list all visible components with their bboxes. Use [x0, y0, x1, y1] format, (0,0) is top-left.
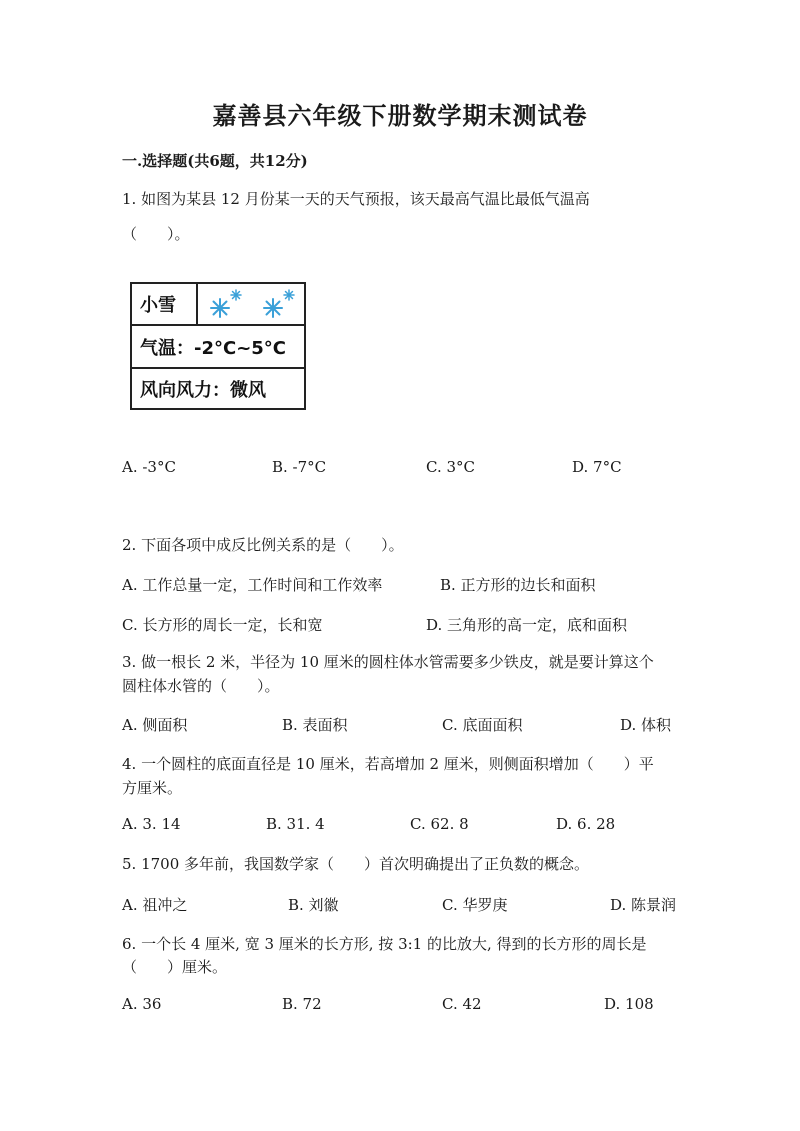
page-title: 嘉善县六年级下册数学期末测试卷	[212, 101, 588, 130]
weather-row-wind	[132, 369, 304, 408]
q3-option-a[interactable]: A. 侧面积	[122, 716, 188, 734]
q2-option-a[interactable]: A. 工作总量一定，工作时间和工作效率	[122, 576, 383, 594]
snow-icon	[205, 288, 245, 322]
question-3-text: 3. 做一根长 2 米，半径为 10 厘米的圆柱体水管需要多少铁皮，就是要计算这个	[122, 653, 654, 671]
q2-option-d[interactable]: D. 三角形的高一定，底和面积	[426, 616, 628, 634]
weather-icons	[196, 284, 304, 326]
question-1-text-cont: （ ）。	[122, 225, 190, 243]
q1-option-b[interactable]: B. -7°C	[272, 458, 327, 476]
question-4-text: 4. 一个圆柱的底面直径是 10 厘米，若高增加 2 厘米，则侧面积增加（ ）平	[122, 755, 654, 773]
question-6-text-cont: （ ）厘米。	[122, 958, 228, 976]
q3-option-d[interactable]: D. 体积	[620, 716, 672, 734]
weather-temperature: 气温：-2°C~5°C	[140, 337, 287, 359]
weather-condition-label: 小雪	[140, 295, 176, 316]
question-3-text-cont: 圆柱体水管的（ ）。	[122, 677, 280, 695]
q6-option-b[interactable]: B. 72	[282, 995, 322, 1013]
q6-option-c[interactable]: C. 42	[442, 995, 482, 1013]
q6-option-a[interactable]: A. 36	[122, 995, 162, 1013]
q2-option-b[interactable]: B. 正方形的边长和面积	[440, 576, 596, 594]
weather-row-condition	[132, 284, 304, 326]
q1-option-c[interactable]: C. 3°C	[426, 458, 475, 476]
q5-option-b[interactable]: B. 刘徽	[288, 896, 339, 914]
q3-option-c[interactable]: C. 底面面积	[442, 716, 523, 734]
question-5-text: 5. 1700 多年前，我国数学家（ ）首次明确提出了正负数的概念。	[122, 855, 590, 873]
weather-forecast-card	[130, 282, 306, 410]
q5-option-c[interactable]: C. 华罗庚	[442, 896, 508, 914]
section-heading: 一.选择题(共6题，共12分)	[122, 152, 308, 170]
q6-option-d[interactable]: D. 108	[604, 995, 654, 1013]
q4-option-a[interactable]: A. 3. 14	[122, 815, 181, 833]
question-1-text: 1. 如图为某县 12 月份某一天的天气预报，该天最高气温比最低气温高	[122, 190, 590, 208]
weather-row-temperature	[132, 326, 304, 369]
question-4-text-cont: 方厘米。	[122, 779, 183, 797]
snow-icon	[258, 288, 298, 322]
question-2-text: 2. 下面各项中成反比例关系的是（ ）。	[122, 536, 404, 554]
q4-option-d[interactable]: D. 6. 28	[556, 815, 616, 833]
q4-option-b[interactable]: B. 31. 4	[266, 815, 325, 833]
q5-option-a[interactable]: A. 祖冲之	[122, 896, 188, 914]
q3-option-b[interactable]: B. 表面积	[282, 716, 348, 734]
weather-wind: 风向风力：微风	[140, 379, 266, 401]
q5-option-d[interactable]: D. 陈景润	[610, 896, 677, 914]
q1-option-a[interactable]: A. -3°C	[122, 458, 176, 476]
q4-option-c[interactable]: C. 62. 8	[410, 815, 469, 833]
question-6-text: 6. 一个长 4 厘米, 宽 3 厘米的长方形, 按 3:1 的比放大, 得到的长方形的周长是	[122, 935, 647, 953]
q1-option-d[interactable]: D. 7°C	[572, 458, 622, 476]
q2-option-c[interactable]: C. 长方形的周长一定，长和宽	[122, 616, 323, 634]
